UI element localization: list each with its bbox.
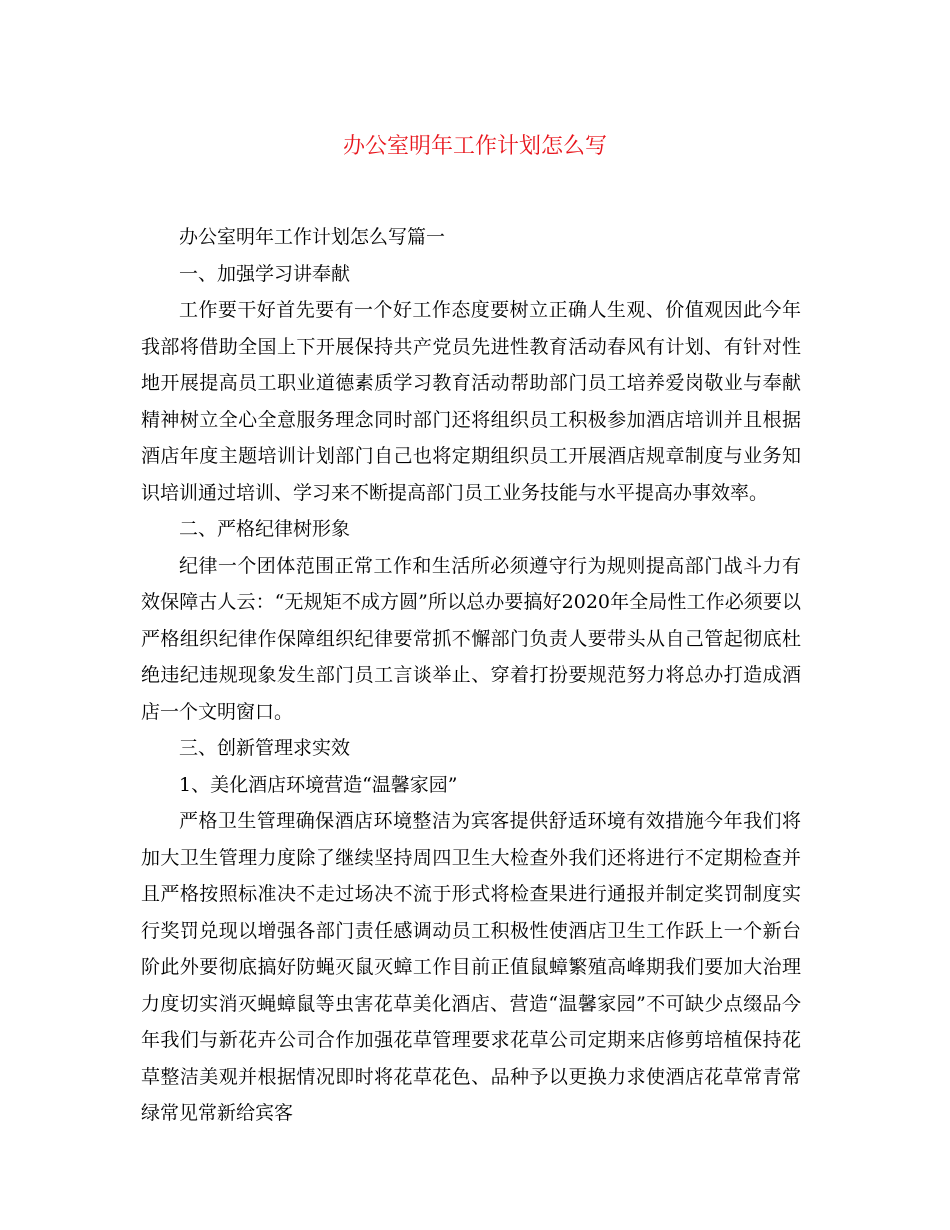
section-heading-management: 三、创新管理求实效 [179,737,351,759]
section-heading-discipline: 二、严格纪律树形象 [179,518,351,540]
document-title: 办公室明年工作计划怎么写 [342,134,607,159]
document-body [141,219,801,1132]
body-paragraph-study: 工作要干好首先要有一个好工作态度要树立正确人生观、价值观因此今年我部将借助全国上下开展保持共产党员先进性教育活动春风有计划、有针对性地开展提高员工职业道德素质学习教育活动帮助部门员工培养爱岗敬业与奉献精神树立全心全意服务理念同时部门还将组织员工积极参加酒店培训并且根据酒店年度主题培训计划部门自己也将定期组织员工开展酒店规章制度与业务知识培训通过培训、学习来不断提高部门员工业务技能与水平提高办事效率。 [141,299,801,504]
section-heading-study: 一、加强学习讲奉献 [179,262,351,285]
section-heading-plan-one: 办公室明年工作计划怎么写篇一 [179,226,446,248]
subsection-heading-environment: 1、美化酒店环境营造“温馨家园” [179,773,458,796]
body-paragraph-discipline: 纪律一个团体范围正常工作和生活所必须遵守行为规则提高部门战斗力有效保障古人云：“无规矩不成方圆”所以总办要搞好2020年全局性工作必须要以严格组织纪律作保障组织纪律要常抓不懈部门负责人要带头从自己管起彻底杜绝违纪违规现象发生部门员工言谈举止、穿着打扮要规范努力将总办打造成酒店一个文明窗口。 [141,554,801,723]
body-paragraph-environment: 严格卫生管理确保酒店环境整洁为宾客提供舒适环境有效措施今年我们将加大卫生管理力度除了继续坚持周四卫生大检查外我们还将进行不定期检查并且严格按照标准决不走过场决不流于形式将检查果进行通报并制定奖罚制度实行奖罚兑现以增强各部门责任感调动员工积极性使酒店卫生工作跃上一个新台阶此外要彻底搞好防蝇灭鼠灭蟑工作目前正值鼠蟑繁殖高峰期我们要加大治理力度切实消灭蝇蟑鼠等虫害花草美化酒店、营造“温馨家园”不可缺少点缀品今年我们与新花卉公司合作加强花草管理要求花草公司定期来店修剪培植保持花草整洁美观并根据情况即时将花草花色、品种予以更换力求使酒店花草常青常绿常见常新给宾客 [141,810,801,1124]
